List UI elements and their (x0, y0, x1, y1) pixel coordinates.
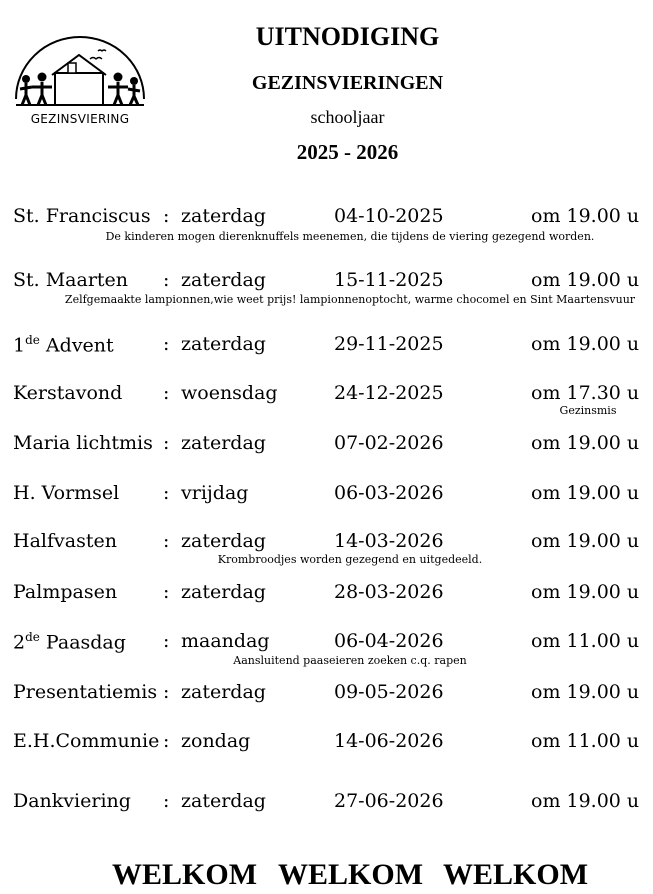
event-day: zaterdag (181, 432, 266, 454)
event-time: om 19.00 u (531, 333, 640, 355)
event-time: om 11.00 u (531, 730, 640, 752)
event-name-rest: Paasdag (39, 631, 126, 654)
event-date: 14-03-2026 (334, 530, 444, 552)
page-subtitle: GEZINSVIERINGEN (251, 72, 444, 94)
event-time: om 19.00 u (531, 581, 640, 603)
event-time: om 19.00 u (531, 432, 640, 454)
event-day: zaterdag (181, 269, 266, 291)
event-note: Aansluitend paaseieren zoeken c.q. rapen (233, 654, 467, 667)
event-name: Dankviering (13, 790, 131, 812)
event-row (0, 482, 653, 512)
event-date: 06-04-2026 (334, 630, 444, 652)
event-time: om 17.30 u (531, 382, 640, 404)
event-time: om 11.00 u (531, 630, 640, 652)
event-day: zaterdag (181, 681, 266, 703)
event-row (0, 382, 653, 412)
event-name: St. Maarten (13, 269, 129, 291)
event-date: 15-11-2025 (334, 269, 444, 291)
welkom-text: WELKOM (112, 858, 258, 891)
schoolyear-years: 2025 - 2026 (296, 140, 399, 164)
event-colon: : (163, 269, 170, 291)
event-time: om 19.00 u (531, 681, 640, 703)
event-date: 09-05-2026 (334, 681, 444, 703)
page-title: UITNODIGING (255, 22, 440, 51)
event-day: maandag (181, 630, 270, 652)
event-date: 28-03-2026 (334, 581, 444, 603)
event-name-number: 1 (13, 334, 26, 357)
event-name: Halfvasten (13, 530, 117, 552)
event-day: woensdag (181, 382, 278, 404)
event-day: zaterdag (181, 333, 266, 355)
event-name-suffix: de (25, 333, 40, 347)
event-date: 07-02-2026 (334, 432, 444, 454)
event-date: 29-11-2025 (334, 333, 444, 355)
event-row (0, 790, 653, 820)
welkom-text: WELKOM (443, 858, 589, 891)
event-name-suffix: de (25, 630, 40, 644)
event-colon: : (163, 681, 170, 703)
event-note: De kinderen mogen dierenknuffels meenemen, die tijdens de viering gezegend worden. (105, 230, 595, 243)
event-name: E.H.Communie (13, 730, 160, 752)
event-day: zaterdag (181, 790, 266, 812)
event-colon: : (163, 790, 170, 812)
event-day: zaterdag (181, 205, 266, 227)
event-time: om 19.00 u (531, 530, 640, 552)
event-name: Presentatiemis (13, 681, 158, 703)
event-day: vrijdag (181, 482, 249, 504)
event-colon: : (163, 205, 170, 227)
event-row (0, 730, 653, 760)
event-time: om 19.00 u (531, 790, 640, 812)
event-row (0, 681, 653, 711)
event-time-note: Gezinsmis (559, 404, 617, 417)
event-day: zondag (181, 730, 251, 752)
event-name-number: 2 (13, 631, 26, 654)
event-row (0, 432, 653, 462)
event-name: Kerstavond (13, 382, 123, 404)
event-date: 24-12-2025 (334, 382, 444, 404)
event-colon: : (163, 530, 170, 552)
event-colon: : (163, 730, 170, 752)
event-day: zaterdag (181, 581, 266, 603)
event-row (0, 581, 653, 611)
event-colon: : (163, 382, 170, 404)
schoolyear-label: schooljaar (310, 107, 385, 127)
event-colon: : (163, 581, 170, 603)
event-colon: : (163, 333, 170, 355)
event-note: Krombroodjes worden gezegend en uitgedeeld. (217, 553, 483, 566)
event-row (0, 333, 653, 363)
event-name (13, 630, 126, 653)
event-time: om 19.00 u (531, 269, 640, 291)
event-name (13, 333, 114, 356)
event-name: Palmpasen (13, 581, 118, 603)
event-time: om 19.00 u (531, 482, 640, 504)
event-date: 06-03-2026 (334, 482, 444, 504)
event-colon: : (163, 432, 170, 454)
event-time: om 19.00 u (531, 205, 640, 227)
event-name: Maria lichtmis (13, 432, 153, 454)
event-day: zaterdag (181, 530, 266, 552)
event-colon: : (163, 630, 170, 652)
event-note: Zelfgemaakte lampionnen,wie weet prijs! lampionnenoptocht, warme chocomel en Sint Maartensvuur (64, 293, 636, 306)
event-date: 27-06-2026 (334, 790, 444, 812)
event-name: H. Vormsel (13, 482, 120, 504)
event-name: St. Franciscus (13, 205, 151, 227)
event-date: 04-10-2025 (334, 205, 444, 227)
event-date: 14-06-2026 (334, 730, 444, 752)
event-name-rest: Advent (39, 334, 114, 357)
logo-label: GEZINSVIERING (30, 112, 130, 126)
event-colon: : (163, 482, 170, 504)
welkom-text: WELKOM (278, 858, 424, 891)
